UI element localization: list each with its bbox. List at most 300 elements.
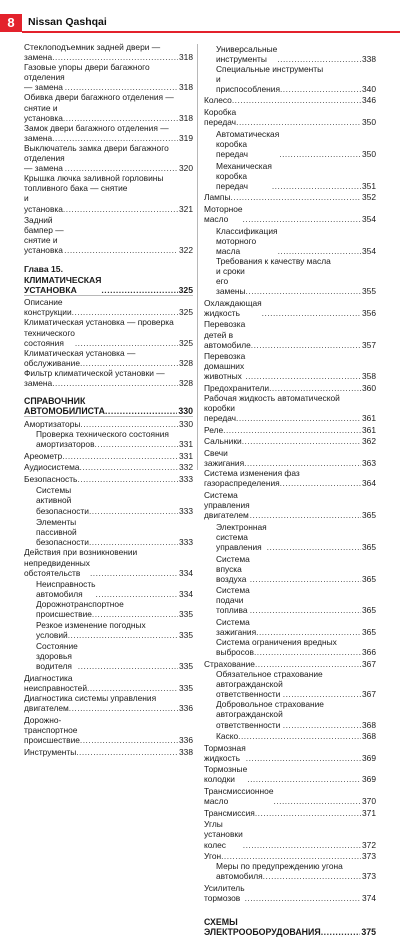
toc-entry-text: условий <box>36 629 68 640</box>
toc-entry[interactable] <box>24 173 193 183</box>
toc-entry[interactable] <box>204 522 376 552</box>
toc-entry-page: 336 <box>179 735 193 746</box>
dot-leader <box>89 506 178 516</box>
toc-entry[interactable] <box>204 226 376 256</box>
dot-leader <box>256 627 361 637</box>
section-rule <box>24 416 193 417</box>
toc-entry-text: Система ограничения вредных <box>216 637 337 648</box>
toc-entry-text: Элементы пассивной безопасности <box>36 517 89 548</box>
dot-leader <box>236 117 361 127</box>
toc-entry[interactable] <box>204 468 376 478</box>
toc-entry-text: Система впуска воздуха <box>216 553 250 584</box>
dot-leader <box>246 286 361 296</box>
toc-entry[interactable] <box>204 490 376 520</box>
toc-entry-text: Сальники <box>204 436 242 447</box>
toc-list-right <box>204 44 376 904</box>
dot-leader <box>80 735 178 745</box>
toc-entry-text: Коробка передач <box>204 107 237 128</box>
toc-entry-page: 325 <box>179 337 193 348</box>
toc-entry[interactable] <box>204 585 376 615</box>
toc-entry-page: 328 <box>179 357 193 368</box>
toc-entry-page: 334 <box>179 567 193 578</box>
toc-entry-text: Состояние здоровья водителя <box>36 641 78 672</box>
dot-leader <box>279 149 361 159</box>
page-number: 8 <box>0 14 22 32</box>
toc-entry[interactable] <box>24 547 193 557</box>
toc-entry-page: 365 <box>362 510 376 521</box>
toc-entry[interactable] <box>24 517 193 547</box>
chapter-title[interactable] <box>24 275 193 295</box>
toc-entry-page: 366 <box>362 647 376 658</box>
toc-entry[interactable] <box>204 731 376 741</box>
toc-entry[interactable] <box>24 378 193 388</box>
toc-entry-page: 368 <box>362 731 376 742</box>
toc-entry[interactable] <box>204 883 376 903</box>
toc-entry-text: Крышка лючка заливной горловины <box>24 173 164 184</box>
dot-leader <box>89 537 178 547</box>
dot-leader <box>272 181 361 191</box>
toc-entry-page: 334 <box>179 589 193 600</box>
toc-entry[interactable] <box>204 554 376 584</box>
toc-entry[interactable] <box>204 298 376 318</box>
dot-leader <box>262 308 361 318</box>
toc-entry-text: Климатическая установка — <box>24 347 136 358</box>
toc-entry-page: 325 <box>179 307 193 318</box>
dot-leader <box>255 659 361 669</box>
dot-leader <box>236 413 361 423</box>
dot-leader <box>255 808 361 818</box>
toc-entry[interactable] <box>24 123 193 133</box>
toc-entry-page: 331 <box>179 450 193 461</box>
toc-entry-page: 338 <box>362 53 376 64</box>
toc-entry[interactable] <box>204 637 376 647</box>
toc-entry-text: автогражданской ответственности <box>216 709 283 730</box>
toc-entry[interactable] <box>204 64 376 74</box>
toc-entry-page: 365 <box>362 573 376 584</box>
toc-entry-text: топливного бака — снятие <box>24 183 128 194</box>
running-title: Nissan Qashqai <box>28 16 107 28</box>
toc-entry[interactable] <box>204 192 376 202</box>
toc-entry-text: отделения — замена <box>24 153 65 174</box>
toc-entry-page: 367 <box>362 689 376 700</box>
toc-entry[interactable] <box>24 419 193 429</box>
dot-leader <box>80 419 178 429</box>
toc-entry-text: Рабочая жидкость автоматической <box>204 393 340 404</box>
toc-entry-text: Колесо <box>204 95 232 106</box>
toc-entry-page: 365 <box>362 541 376 552</box>
toc-entry-text: снятие и установка <box>24 102 63 123</box>
toc-entry[interactable] <box>24 703 193 713</box>
dot-leader <box>274 796 362 806</box>
toc-entry[interactable] <box>204 819 376 849</box>
toc-entry-page: 360 <box>362 383 376 393</box>
toc-entry-text: Система изменения фаз <box>204 468 300 479</box>
toc-entry-page: 332 <box>179 462 193 473</box>
toc-entry[interactable] <box>24 143 193 153</box>
toc-entry[interactable] <box>204 669 376 679</box>
toc-entry[interactable] <box>24 641 193 671</box>
toc-entry[interactable] <box>204 383 376 393</box>
toc-entry-text: Страхование <box>204 658 255 669</box>
toc-entry[interactable] <box>24 183 193 193</box>
toc-entry[interactable] <box>24 579 193 599</box>
toc-entry-page: 333 <box>179 537 193 548</box>
toc-entry-page: 368 <box>362 719 376 730</box>
toc-entry-page: 352 <box>362 192 376 203</box>
toc-entry-text: технического состояния <box>24 327 75 348</box>
toc-entry[interactable] <box>204 617 376 637</box>
toc-entry[interactable] <box>204 851 376 861</box>
toc-entry-page: 336 <box>179 703 193 714</box>
toc-entry[interactable] <box>24 92 193 102</box>
dot-leader <box>75 338 178 348</box>
toc-entry-page: 318 <box>179 52 193 63</box>
toc-entry-text: Перевозка детей в автомобиле <box>204 319 251 350</box>
dot-leader <box>63 113 178 123</box>
toc-entry[interactable] <box>24 297 193 317</box>
toc-entry-text: замена <box>24 378 53 388</box>
toc-entry[interactable] <box>204 266 376 296</box>
dot-leader <box>280 478 361 488</box>
toc-entry-text: газораспределения <box>204 478 280 489</box>
toc-entry[interactable] <box>24 153 193 173</box>
toc-entry[interactable] <box>24 193 193 213</box>
toc-entry-page: 333 <box>179 473 193 484</box>
toc-entry[interactable] <box>204 448 376 468</box>
toc-entry-text: замена <box>24 52 53 63</box>
toc-entry-page: 355 <box>362 286 376 297</box>
toc-entry-page: 330 <box>179 418 193 429</box>
toc-entry[interactable] <box>24 348 193 358</box>
chapter-title-text: КЛИМАТИЧЕСКАЯ УСТАНОВКА <box>24 274 102 295</box>
toc-entry-page: 361 <box>362 424 376 435</box>
toc-entry-text: Инструменты <box>24 746 77 757</box>
dot-leader <box>280 84 361 94</box>
toc-entry-text: и установка <box>24 193 63 214</box>
toc-entry[interactable] <box>24 328 193 348</box>
toc-entry-page: 335 <box>179 661 193 672</box>
toc-entry-page: 354 <box>362 245 376 256</box>
toc-entry-text: замена <box>24 132 53 143</box>
dot-leader <box>63 204 178 214</box>
toc-entry-text: Безопасность <box>24 473 78 484</box>
toc-entry[interactable] <box>204 764 376 784</box>
toc-entry-text: непредвиденных обстоятельств <box>24 557 90 578</box>
dot-leader <box>80 462 179 472</box>
toc-entry-page: 371 <box>362 807 376 818</box>
toc-entry-text: Тормозные колодки <box>204 764 248 785</box>
toc-entry-page: 350 <box>362 148 376 159</box>
toc-entry-page: 320 <box>179 163 193 174</box>
toc-entry[interactable] <box>24 62 193 72</box>
toc-entry-page: 367 <box>362 658 376 669</box>
dot-leader <box>65 163 178 173</box>
reference-items <box>24 419 193 757</box>
dot-leader <box>247 774 361 784</box>
toc-entry-text: Свечи зажигания <box>204 448 245 469</box>
toc-entry[interactable] <box>24 42 193 52</box>
toc-entry[interactable] <box>24 485 193 515</box>
toc-entry-page: 328 <box>179 378 193 388</box>
dot-leader <box>278 246 361 256</box>
toc-entry-text: Добровольное страхование <box>216 699 324 710</box>
toc-entry-text: Ареометр <box>24 450 63 461</box>
toc-entry-page: 331 <box>179 438 193 449</box>
toc-entry-page: 335 <box>179 609 193 620</box>
dot-leader <box>232 95 361 105</box>
toc-entry[interactable] <box>24 673 193 693</box>
toc-entry[interactable] <box>204 161 376 191</box>
toc-entry-page: 350 <box>362 117 376 128</box>
toc-entry[interactable] <box>204 204 376 224</box>
dot-leader <box>52 378 178 388</box>
toc-entry[interactable] <box>24 462 193 472</box>
toc-entry-text: Угон <box>204 851 222 862</box>
toc-entry[interactable] <box>204 129 376 159</box>
toc-entry[interactable] <box>24 609 193 619</box>
toc-entry-page: 322 <box>179 245 193 256</box>
section-title-page: 375 <box>361 927 376 937</box>
toc-entry-page: 374 <box>362 893 376 903</box>
toc-entry-text: Климатическая установка — проверка <box>24 317 174 328</box>
toc-entry-page: 318 <box>179 112 193 123</box>
dot-leader <box>269 383 361 393</box>
dot-leader <box>92 609 178 619</box>
toc-entry-text: происшествие <box>36 609 92 620</box>
dot-leader <box>52 133 178 143</box>
dot-leader <box>283 720 361 730</box>
toc-entry-text: Реле <box>204 424 224 435</box>
toc-entry-text: Трансмиссия <box>204 807 255 818</box>
toc-entry[interactable] <box>24 368 193 378</box>
toc-entry-text: Системы активной безопасности <box>36 485 89 516</box>
toc-entry-text: и сроки его замены <box>216 265 246 297</box>
chapter-label: Глава 15. <box>24 264 63 275</box>
toc-entry-page: 338 <box>179 746 193 757</box>
toc-entry-text: Моторное масло <box>204 203 243 224</box>
dot-leader <box>90 568 178 578</box>
dot-leader <box>243 214 361 224</box>
dot-leader <box>223 425 361 435</box>
toc-entry[interactable] <box>24 52 193 62</box>
toc-entry-text: Специальные инструменты <box>216 63 324 74</box>
section-title-reference[interactable] <box>24 396 193 416</box>
toc-entry-text: Предохранители <box>204 383 270 393</box>
toc-entry-page: 335 <box>179 683 193 694</box>
toc-entry-page: 370 <box>362 796 376 807</box>
toc-entry-text: Описание конструкции <box>24 297 72 318</box>
toc-entry-text: Перевозка домашних животных <box>204 351 246 382</box>
toc-entry-text: Электронная система управления <box>216 521 267 552</box>
toc-entry-text: Обязательное страхование <box>216 669 323 680</box>
section-title-diagrams[interactable] <box>204 917 376 937</box>
toc-right-column <box>204 42 376 937</box>
dot-leader <box>72 307 178 317</box>
dot-leader <box>80 358 178 368</box>
toc-entry[interactable] <box>24 317 193 327</box>
toc-entry[interactable] <box>24 693 193 703</box>
dot-leader <box>69 703 178 713</box>
dot-leader <box>250 510 361 520</box>
toc-entry[interactable] <box>24 358 193 368</box>
dot-leader <box>77 474 178 484</box>
toc-entry-page: 333 <box>179 505 193 516</box>
dot-leader <box>95 439 178 449</box>
toc-entry[interactable] <box>204 44 376 64</box>
toc-entry-text: автомобиля <box>216 871 263 882</box>
toc-entry[interactable] <box>24 72 193 92</box>
toc-entry-page: 369 <box>362 774 376 785</box>
toc-entry[interactable] <box>204 256 376 266</box>
toc-entry-page: 365 <box>362 605 376 616</box>
toc-entry-text: Диагностика системы управления <box>24 693 157 704</box>
toc-entry[interactable] <box>204 425 376 435</box>
toc-entry[interactable] <box>204 393 376 403</box>
toc-entry-text: выбросов <box>216 647 254 658</box>
toc-entry[interactable] <box>204 95 376 105</box>
toc-entry[interactable] <box>204 679 376 699</box>
dot-leader <box>250 605 361 615</box>
toc-entry[interactable] <box>204 808 376 818</box>
toc-entry-page: 319 <box>179 132 193 143</box>
dot-leader <box>76 747 178 757</box>
toc-entry-text: Каско <box>216 731 239 742</box>
dot-leader <box>78 661 178 671</box>
toc-entry-text: Автоматическая коробка передач <box>216 128 280 159</box>
toc-entry[interactable] <box>24 439 193 449</box>
chapter-title-page: 325 <box>178 284 193 295</box>
toc-entry-text: Углы установки колес <box>204 819 243 850</box>
toc-entry-text: Универсальные инструменты <box>216 43 278 64</box>
dot-leader <box>254 647 361 657</box>
toc-entry-text: Резкое изменение погодных <box>36 619 146 630</box>
toc-entry-text: Дорожно-транспортное происшествие <box>24 714 80 746</box>
toc-entry-page: 357 <box>362 339 376 350</box>
toc-entry-text: Тормозная жидкость <box>204 742 246 763</box>
toc-entry[interactable] <box>204 647 376 657</box>
toc-entry-text: Фильтр климатической установки — <box>24 367 165 378</box>
toc-entry[interactable] <box>204 861 376 871</box>
toc-entry[interactable] <box>24 474 193 484</box>
toc-entry[interactable] <box>24 630 193 640</box>
toc-entry-text: Диагностика неисправностей <box>24 673 87 694</box>
section-title-page: 330 <box>178 406 193 417</box>
toc-entry[interactable] <box>204 107 376 127</box>
toc-entry-text: Система зажигания <box>216 617 257 638</box>
toc-entry-page: 373 <box>362 871 376 882</box>
dot-leader <box>230 192 361 202</box>
toc-entry-page: 362 <box>362 436 376 447</box>
toc-entry[interactable] <box>24 747 193 757</box>
toc-entry-text: Трансмиссионное масло <box>204 786 274 807</box>
toc-entry-text: отделения — замена <box>24 72 65 93</box>
dot-leader <box>96 589 178 599</box>
toc-entry-page: 351 <box>362 180 376 191</box>
toc-entry-text: Задний бампер — снятие и установка <box>24 215 64 256</box>
toc-entry-text: обслуживание <box>24 357 80 368</box>
toc-entry-text: Стеклоподъемник задней двери — <box>24 42 161 52</box>
toc-entry[interactable] <box>24 215 193 255</box>
toc-entry-text: Охлаждающая жидкость <box>204 297 262 318</box>
toc-entry[interactable] <box>204 871 376 881</box>
toc-entry-text: Классификация моторного масла <box>216 225 278 256</box>
toc-entry[interactable] <box>24 599 193 609</box>
toc-entry-text: Требования к качеству масла <box>216 255 331 266</box>
toc-entry[interactable] <box>24 103 193 123</box>
toc-entry[interactable] <box>204 709 376 729</box>
toc-entry-text: Меры по предупреждению угона <box>216 861 343 872</box>
toc-entry-page: 373 <box>362 851 376 862</box>
toc-entry-text: Неисправность автомобиля <box>36 579 96 600</box>
dot-leader <box>267 542 361 552</box>
toc-entry-text: коробки передач <box>204 403 237 424</box>
toc-entry-page: 340 <box>362 83 376 94</box>
toc-entry-text: амортизаторов <box>36 438 95 449</box>
toc-entry[interactable] <box>204 74 376 94</box>
toc-entry-page: 372 <box>362 839 376 850</box>
toc-entry-text: Лампы <box>204 192 231 203</box>
toc-entry[interactable] <box>204 436 376 446</box>
toc-entry-page: 358 <box>362 371 376 382</box>
toc-entry-page: 356 <box>362 307 376 318</box>
dot-leader <box>65 82 178 92</box>
toc-entry[interactable] <box>204 478 376 488</box>
dot-leader <box>221 851 361 861</box>
toc-entry[interactable] <box>204 351 376 381</box>
dot-leader <box>242 436 361 446</box>
toc-entry[interactable] <box>204 319 376 349</box>
dot-leader <box>245 893 361 903</box>
dot-leader <box>64 245 178 255</box>
dot-leader <box>68 630 178 640</box>
toc-entry[interactable] <box>204 743 376 763</box>
toc-entry[interactable] <box>24 620 193 630</box>
dot-leader <box>277 54 361 64</box>
toc-entry[interactable] <box>204 659 376 669</box>
toc-entry-text: Выключатель замка двери багажного <box>24 142 169 153</box>
toc-entry-page: 354 <box>362 214 376 224</box>
toc-entry-page: 321 <box>179 203 193 214</box>
dot-leader <box>244 458 361 468</box>
toc-entry-text: Газовые упоры двери багажного <box>24 62 150 73</box>
dot-leader <box>263 871 361 881</box>
toc-entry-text: и приспособления <box>216 73 280 94</box>
toc-entry-text: Система управления двигателем <box>204 489 250 521</box>
chapter-rule <box>24 295 193 296</box>
section-title-text: СПРАВОЧНИК АВТОМОБИЛИСТА <box>24 396 105 417</box>
toc-entry[interactable] <box>204 403 376 423</box>
toc-entry[interactable] <box>24 558 193 578</box>
dot-leader <box>238 731 361 741</box>
dot-leader <box>283 689 361 699</box>
toc-entry-text: Обивка двери багажного отделения — <box>24 92 174 103</box>
toc-entry[interactable] <box>24 715 193 745</box>
dot-leader <box>87 683 178 693</box>
header-rule <box>22 31 400 33</box>
toc-entry[interactable] <box>204 786 376 806</box>
dot-leader <box>243 840 361 850</box>
toc-entry[interactable] <box>204 699 376 709</box>
toc-entry-page: 318 <box>179 82 193 93</box>
dot-leader <box>246 753 361 763</box>
page-header <box>0 0 400 38</box>
toc-entry[interactable] <box>24 451 193 461</box>
toc-entry[interactable] <box>24 429 193 439</box>
toc-entry[interactable] <box>24 133 193 143</box>
toc-entry-page: 365 <box>362 627 376 638</box>
toc-entry-page: 364 <box>362 478 376 489</box>
toc-entry-text: автогражданской ответственности <box>216 679 283 700</box>
